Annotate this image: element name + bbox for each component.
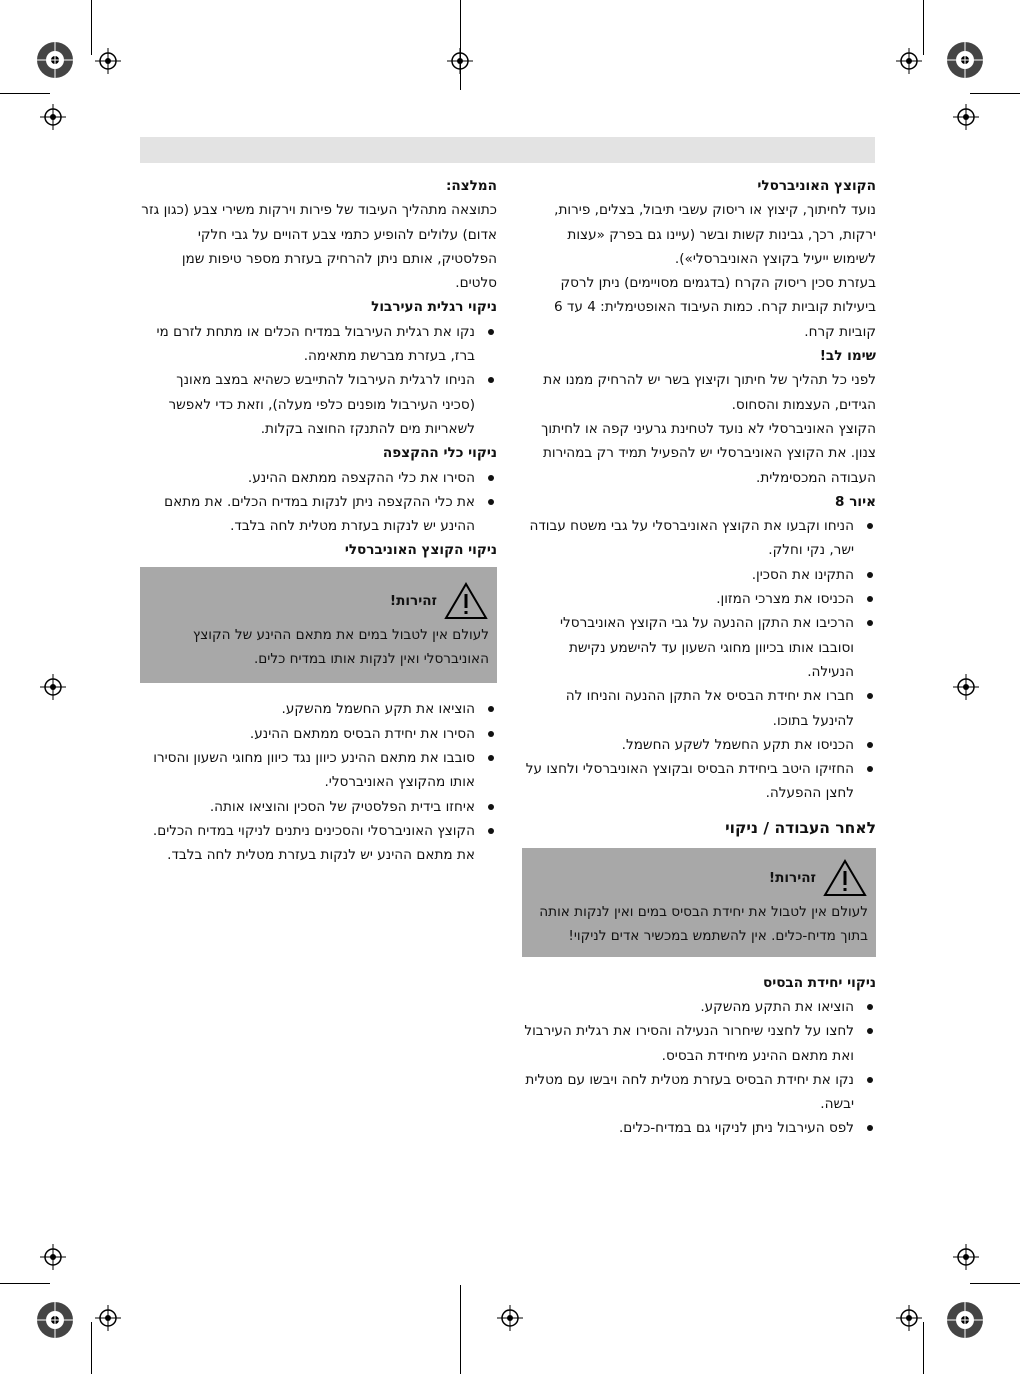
subsection-heading: ניקוי רגלית העירבול bbox=[371, 299, 497, 316]
warning-label: זהירות! bbox=[768, 869, 816, 886]
tip-heading: המלצה: bbox=[445, 178, 497, 194]
list-item: לחצו על לחצני שיחרור הנעילה והסירו את רגלית העירבול ואת מתאם ההינע מיחידת הבסיס. bbox=[522, 1019, 876, 1068]
right-column bbox=[522, 174, 876, 1141]
paragraph: נועד לחיתוך, קיצוץ או ריסוק עשבי תיבול, בצלים, פירות, ירקות, רכך, גבינות קשות ובשר (עיינו גם בפרק «עצות לשימוש ייעיל בקוצץ האוניברסלי»). bbox=[554, 202, 876, 267]
warning-text: לעולם אין לטבול את יחידת הבסיס במים ואין לנקות אותה בתוך מדיח-כלים. אין להשתמש במכשיר אדים לניקוי! bbox=[539, 904, 868, 945]
registration-crosshair-icon bbox=[896, 1305, 922, 1331]
list-item: התקינו את הסכין. bbox=[522, 563, 876, 587]
registration-target-icon bbox=[945, 1300, 985, 1340]
registration-target-icon bbox=[35, 1300, 75, 1340]
list-item: הכניסו את מצרכי המזון. bbox=[522, 587, 876, 611]
section-title: לאחר העבודה / ניקוי bbox=[725, 818, 876, 837]
subsection-heading: ניקוי יחידת הבסיס bbox=[762, 974, 876, 991]
registration-target-icon bbox=[945, 40, 985, 80]
list-item: הוציאו את תקע החשמל מהשקע. bbox=[140, 697, 497, 721]
registration-crosshair-icon bbox=[40, 674, 66, 700]
registration-crosshair-icon bbox=[40, 104, 66, 130]
list-item: הסירו את יחידת הבסיס ממתאם ההינע. bbox=[140, 722, 497, 746]
warning-triangle-icon bbox=[443, 581, 489, 621]
warning-triangle-icon bbox=[822, 858, 868, 898]
list-item: החזיקו היטב ביחידת הבסיס ובקוצץ האוניברסלי ולחצו על לחצן ההפעלה. bbox=[522, 757, 876, 806]
registration-crosshair-icon bbox=[95, 1305, 121, 1331]
warning-box bbox=[522, 848, 876, 957]
registration-crosshair-icon bbox=[40, 1244, 66, 1270]
list-item: הניחו לרגלית העירבול להתייבש כשהיא במצב מאונך (סכיני העירבול מופנים כלפי מעלה), וזאת כדי לאפשר לשאריות מים להתנקז החוצה בקלות. bbox=[140, 368, 497, 441]
section-heading: הקוצץ האוניברסלי bbox=[757, 178, 876, 194]
list-item: הכניסו את תקע החשמל לשקע החשמל. bbox=[522, 733, 876, 757]
list-item: חברו את יחידת הבסיס אל התקן ההנעה והניחו לה להינעל בתוכו. bbox=[522, 684, 876, 733]
warning-label: זהירות! bbox=[389, 592, 437, 609]
list-item: הסירו את כלי ההקצפה ממתאם ההינע. bbox=[140, 466, 497, 490]
blender-cleaning-list bbox=[140, 320, 497, 441]
header-bar bbox=[140, 137, 875, 163]
list-item: הוציאו את התקע מהשקע. bbox=[522, 995, 876, 1019]
list-item: לפס העירבול ניתן לניקוי גם במדיח-כלים. bbox=[522, 1116, 876, 1140]
paragraph: בעזרת סכין ריסוק הקרח (בדגמים מסויימים) ניתן לרסק ביעילות קוביות קרח. כמות העיבוד האופטימלית: 4 עד 6 קוביות קרח. bbox=[553, 275, 876, 340]
subsection-heading: ניקוי הקוצץ האוניברסלי bbox=[344, 542, 497, 559]
list-item: את כלי ההקצפה ניתן לנקות במדיח הכלים. את מתאם ההינע יש לנקות בעזרת מטלית לחה בלבד. bbox=[140, 490, 497, 539]
base-cleaning-list bbox=[522, 995, 876, 1141]
left-column bbox=[140, 174, 497, 867]
paragraph: לפני כל תהליך של חיתוך וקיצוץ בשר יש להרחיק ממנו את הגידים, העצמות והסחוס. bbox=[543, 372, 876, 413]
registration-crosshair-icon bbox=[896, 48, 922, 74]
figure-heading: איור 8 bbox=[835, 493, 876, 510]
registration-crosshair-icon bbox=[95, 48, 121, 74]
list-item: הניחו וקבעו את הקוצץ האוניברסלי על גבי משטח עבודה ישר, נקי וחלק. bbox=[522, 514, 876, 563]
attention-heading: שימו לב! bbox=[819, 348, 876, 365]
list-item: נקו את יחידת הבסיס בעזרת מטלית לחה ויבשו עם מטלית יבשה. bbox=[522, 1068, 876, 1117]
registration-crosshair-icon bbox=[953, 1244, 979, 1270]
list-item: הרכיבו את התקן ההנעה על גבי הקוצץ האוניברסלי וסובבו אותו בכיוון מחוגי השעון עד להישמע נקישת הנעילה. bbox=[522, 611, 876, 684]
registration-target-icon bbox=[35, 40, 75, 80]
whisk-cleaning-list bbox=[140, 466, 497, 539]
subsection-heading: ניקוי כלי ההקצפה bbox=[382, 445, 497, 462]
list-item: איחזו בידית הפלסטיק של הסכין והוציאו אותה. bbox=[140, 795, 497, 819]
chopper-cleaning-list bbox=[140, 697, 497, 867]
registration-crosshair-icon bbox=[497, 1305, 523, 1331]
figure-steps-list bbox=[522, 514, 876, 806]
registration-crosshair-icon bbox=[447, 48, 473, 74]
registration-crosshair-icon bbox=[953, 674, 979, 700]
list-item: הקוצץ האוניברסלי והסכינים ניתנים לניקוי במדיח הכלים. את מתאם ההינע יש לנקות בעזרת מטלית לחה בלבד. bbox=[140, 819, 497, 868]
list-item: סובבו את מתאם ההינע כיוון נגד כיוון מחוגי השעון והסירו אותו מהקוצץ האוניברסלי. bbox=[140, 746, 497, 795]
paragraph: כתוצאה מתהליך העיבוד של פירות וירקות משירי צבע (כגון גזר אדום) עלולים להופיע כתמי צבע דהויים על גבי חלקי הפלסטיק, אותם ניתן להרחיק בעזרת מספר טיפות שמן סלטים. bbox=[141, 202, 497, 292]
warning-box bbox=[140, 567, 497, 684]
registration-crosshair-icon bbox=[953, 104, 979, 130]
paragraph: הקוצץ האוניברסלי לא נועד לטחינת גרעיני קפה או לחיתוך צנון. את הקוצץ האוניברסלי יש להפעיל תמיד רק במהירות העבודה המכסימלית. bbox=[541, 420, 876, 486]
list-item: נקו את רגלית העירבול במדיח הכלים או מתחת לזרם מי ברז, בעזרת מברשת מתאימה. bbox=[140, 320, 497, 369]
warning-text: לעולם אין לטבול במים את מתאם ההינע של הקוצץ האוניברסלי ואין לנקות אותו במדיח כלים. bbox=[192, 626, 489, 668]
